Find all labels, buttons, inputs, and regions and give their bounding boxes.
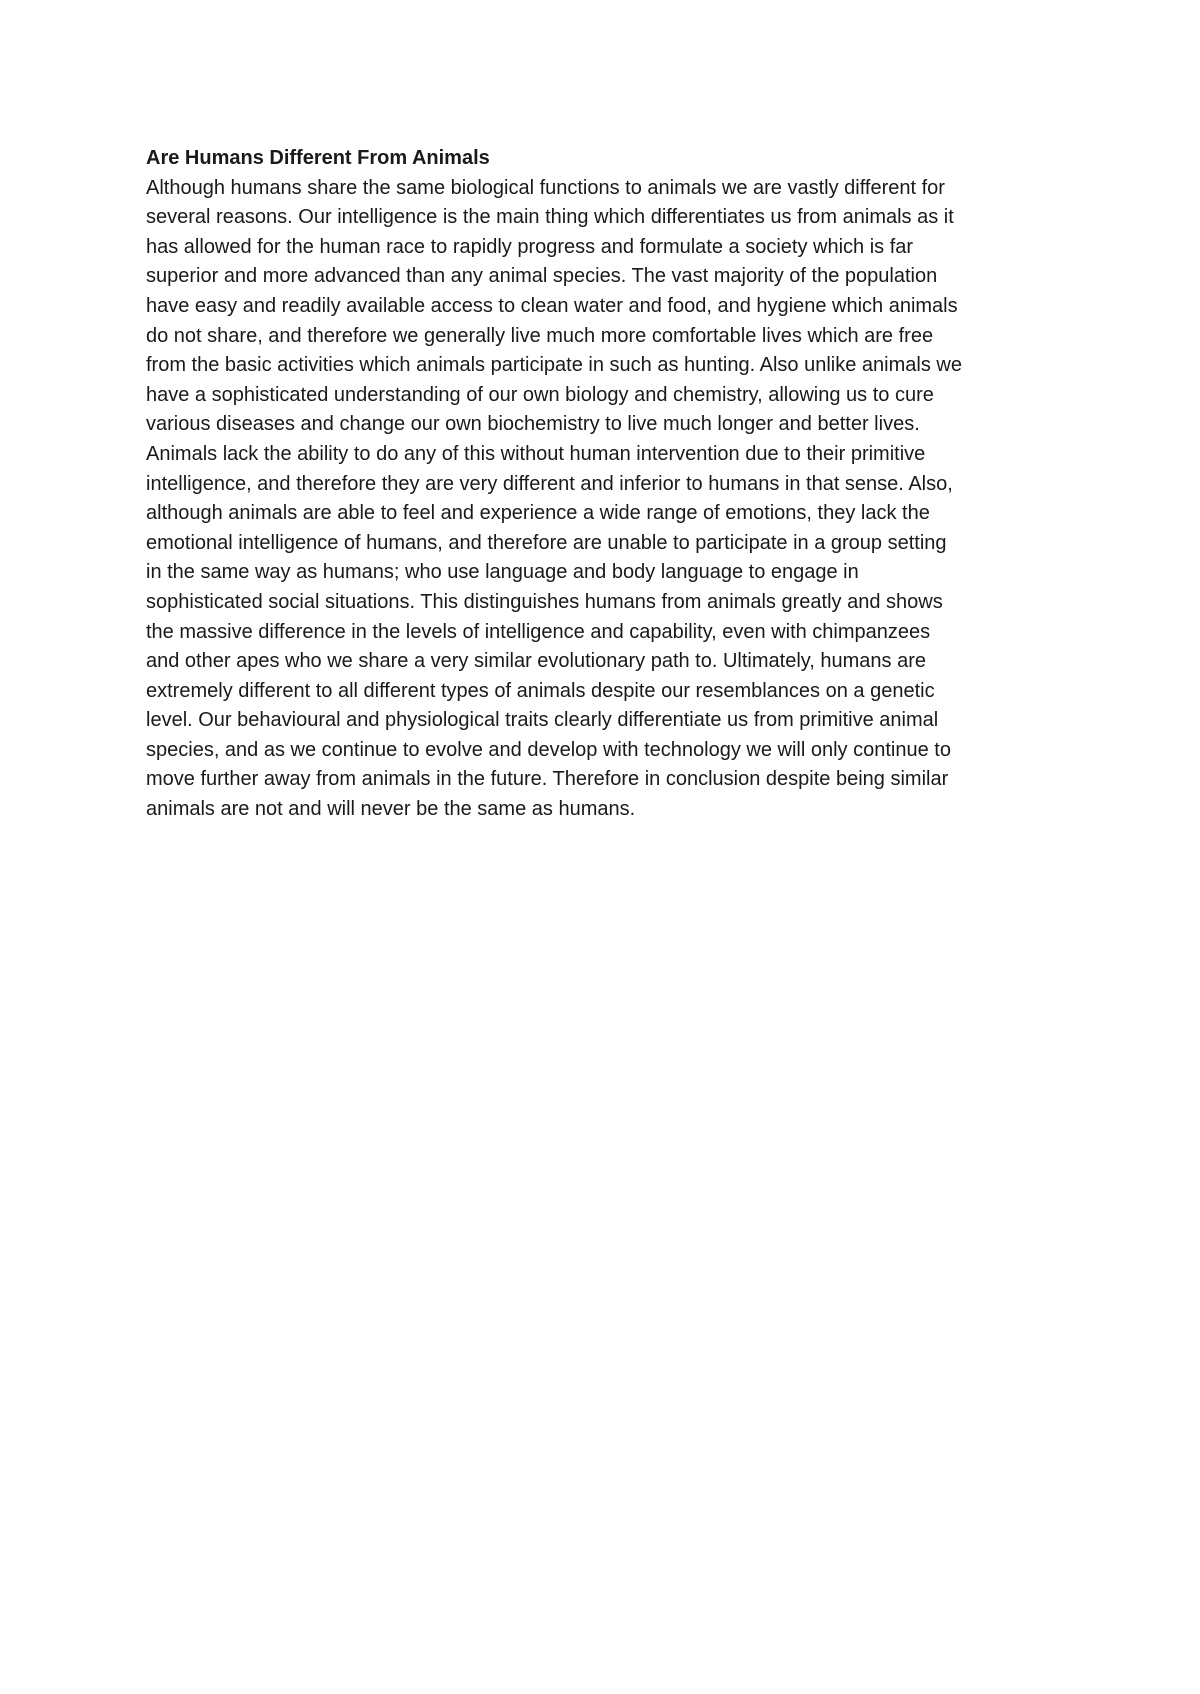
paragraph-line: species, and as we continue to evolve and develop with technology we will only continue to [146, 738, 951, 761]
paragraph-line: have a sophisticated understanding of our own biology and chemistry, allowing us to cure [146, 383, 934, 406]
paragraph-line: level. Our behavioural and physiological traits clearly differentiate us from primitive animal [146, 709, 939, 732]
paragraph-line: superior and more advanced than any animal species. The vast majority of the population [146, 265, 938, 288]
paragraph-line: emotional intelligence of humans, and therefore are unable to participate in a group setting [146, 531, 947, 554]
paragraph-line: various diseases and change our own biochemistry to live much longer and better lives. [146, 413, 920, 436]
paragraph-line: extremely different to all different types of animals despite our resemblances on a genetic [146, 679, 935, 702]
document-body [146, 144, 1066, 825]
paragraph-line: Although humans share the same biological functions to animals we are vastly different for [146, 176, 945, 199]
paragraph-line: move further away from animals in the future. Therefore in conclusion despite being similar [146, 768, 949, 791]
paragraph-line: the massive difference in the levels of intelligence and capability, even with chimpanzees [146, 620, 931, 643]
paragraph-line: has allowed for the human race to rapidly progress and formulate a society which is far [146, 235, 914, 258]
paragraph-line: do not share, and therefore we generally live much more comfortable lives which are free [146, 324, 934, 347]
document-title: Are Humans Different From Animals [146, 147, 490, 169]
paragraph-line: although animals are able to feel and experience a wide range of emotions, they lack the [146, 502, 930, 525]
paragraph-line: have easy and readily available access to clean water and food, and hygiene which animals [146, 294, 958, 317]
paragraph-line: Animals lack the ability to do any of this without human intervention due to their primitive [146, 442, 926, 465]
essay-paragraph [146, 174, 1066, 825]
paragraph-line: intelligence, and therefore they are very different and inferior to humans in that sense. Also, [146, 472, 953, 495]
paragraph-line: from the basic activities which animals participate in such as hunting. Also unlike animals we [146, 354, 962, 377]
paragraph-line: several reasons. Our intelligence is the main thing which differentiates us from animals as it [146, 206, 954, 229]
paragraph-line: sophisticated social situations. This distinguishes humans from animals greatly and shows [146, 590, 943, 613]
paragraph-line: animals are not and will never be the same as humans. [146, 798, 636, 821]
paragraph-line: in the same way as humans; who use language and body language to engage in [146, 561, 859, 584]
paragraph-line: and other apes who we share a very similar evolutionary path to. Ultimately, humans are [146, 650, 927, 673]
